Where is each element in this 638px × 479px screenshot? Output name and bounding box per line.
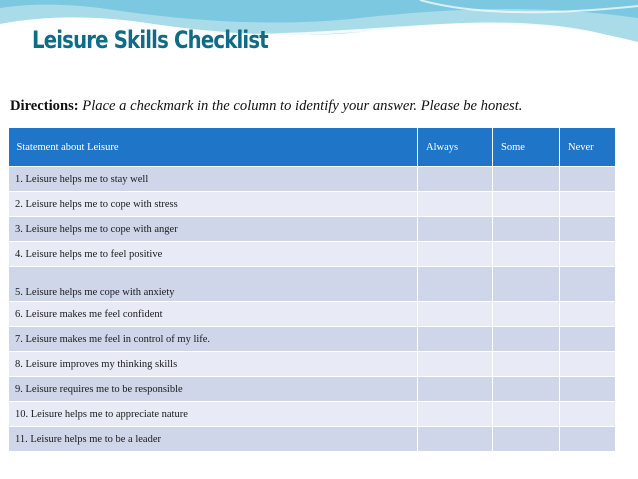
some-checkbox-cell[interactable] [493,327,560,352]
always-checkbox-cell[interactable] [418,377,493,402]
statement-cell: 1. Leisure helps me to stay well [9,167,418,192]
some-checkbox-cell[interactable] [493,167,560,192]
header-never: Never [560,128,616,167]
some-checkbox-cell[interactable] [493,192,560,217]
some-checkbox-cell[interactable] [493,267,560,302]
statement-cell: 7. Leisure makes me feel in control of my life. [9,327,418,352]
never-checkbox-cell[interactable] [560,377,616,402]
never-checkbox-cell[interactable] [560,242,616,267]
some-checkbox-cell[interactable] [493,427,560,452]
never-checkbox-cell[interactable] [560,302,616,327]
header-statement: Statement about Leisure [9,128,418,167]
table-row [9,377,616,402]
statement-cell: 10. Leisure helps me to appreciate nature [9,402,418,427]
directions [10,98,522,115]
always-checkbox-cell[interactable] [418,327,493,352]
always-checkbox-cell[interactable] [418,167,493,192]
checklist-table [8,128,616,452]
table-row [9,327,616,352]
table-row [9,242,616,267]
never-checkbox-cell[interactable] [560,167,616,192]
never-checkbox-cell[interactable] [560,327,616,352]
table-row [9,267,616,302]
some-checkbox-cell[interactable] [493,242,560,267]
never-checkbox-cell[interactable] [560,192,616,217]
directions-label: Directions: [10,98,79,114]
some-checkbox-cell[interactable] [493,402,560,427]
header-always: Always [418,128,493,167]
table-header-row [9,128,616,167]
always-checkbox-cell[interactable] [418,217,493,242]
table-row [9,352,616,377]
table-row [9,167,616,192]
always-checkbox-cell[interactable] [418,242,493,267]
table-row [9,302,616,327]
header-some: Some [493,128,560,167]
some-checkbox-cell[interactable] [493,302,560,327]
statement-cell: 8. Leisure improves my thinking skills [9,352,418,377]
page-title: Leisure Skills Checklist [32,26,268,54]
never-checkbox-cell[interactable] [560,217,616,242]
always-checkbox-cell[interactable] [418,302,493,327]
statement-cell: 5. Leisure helps me cope with anxiety [9,267,418,302]
table-row [9,402,616,427]
never-checkbox-cell[interactable] [560,267,616,302]
statement-cell: 11. Leisure helps me to be a leader [9,427,418,452]
table-row [9,217,616,242]
statement-cell: 2. Leisure helps me to cope with stress [9,192,418,217]
statement-cell: 3. Leisure helps me to cope with anger [9,217,418,242]
never-checkbox-cell[interactable] [560,427,616,452]
always-checkbox-cell[interactable] [418,267,493,302]
statement-cell: 4. Leisure helps me to feel positive [9,242,418,267]
always-checkbox-cell[interactable] [418,192,493,217]
directions-text: Place a checkmark in the column to identify your answer. Please be honest. [82,98,523,114]
statement-cell: 9. Leisure requires me to be responsible [9,377,418,402]
table-row [9,192,616,217]
some-checkbox-cell[interactable] [493,377,560,402]
table-row [9,427,616,452]
statement-cell: 6. Leisure makes me feel confident [9,302,418,327]
always-checkbox-cell[interactable] [418,352,493,377]
some-checkbox-cell[interactable] [493,352,560,377]
never-checkbox-cell[interactable] [560,402,616,427]
never-checkbox-cell[interactable] [560,352,616,377]
always-checkbox-cell[interactable] [418,427,493,452]
some-checkbox-cell[interactable] [493,217,560,242]
decorative-banner [0,0,638,72]
always-checkbox-cell[interactable] [418,402,493,427]
